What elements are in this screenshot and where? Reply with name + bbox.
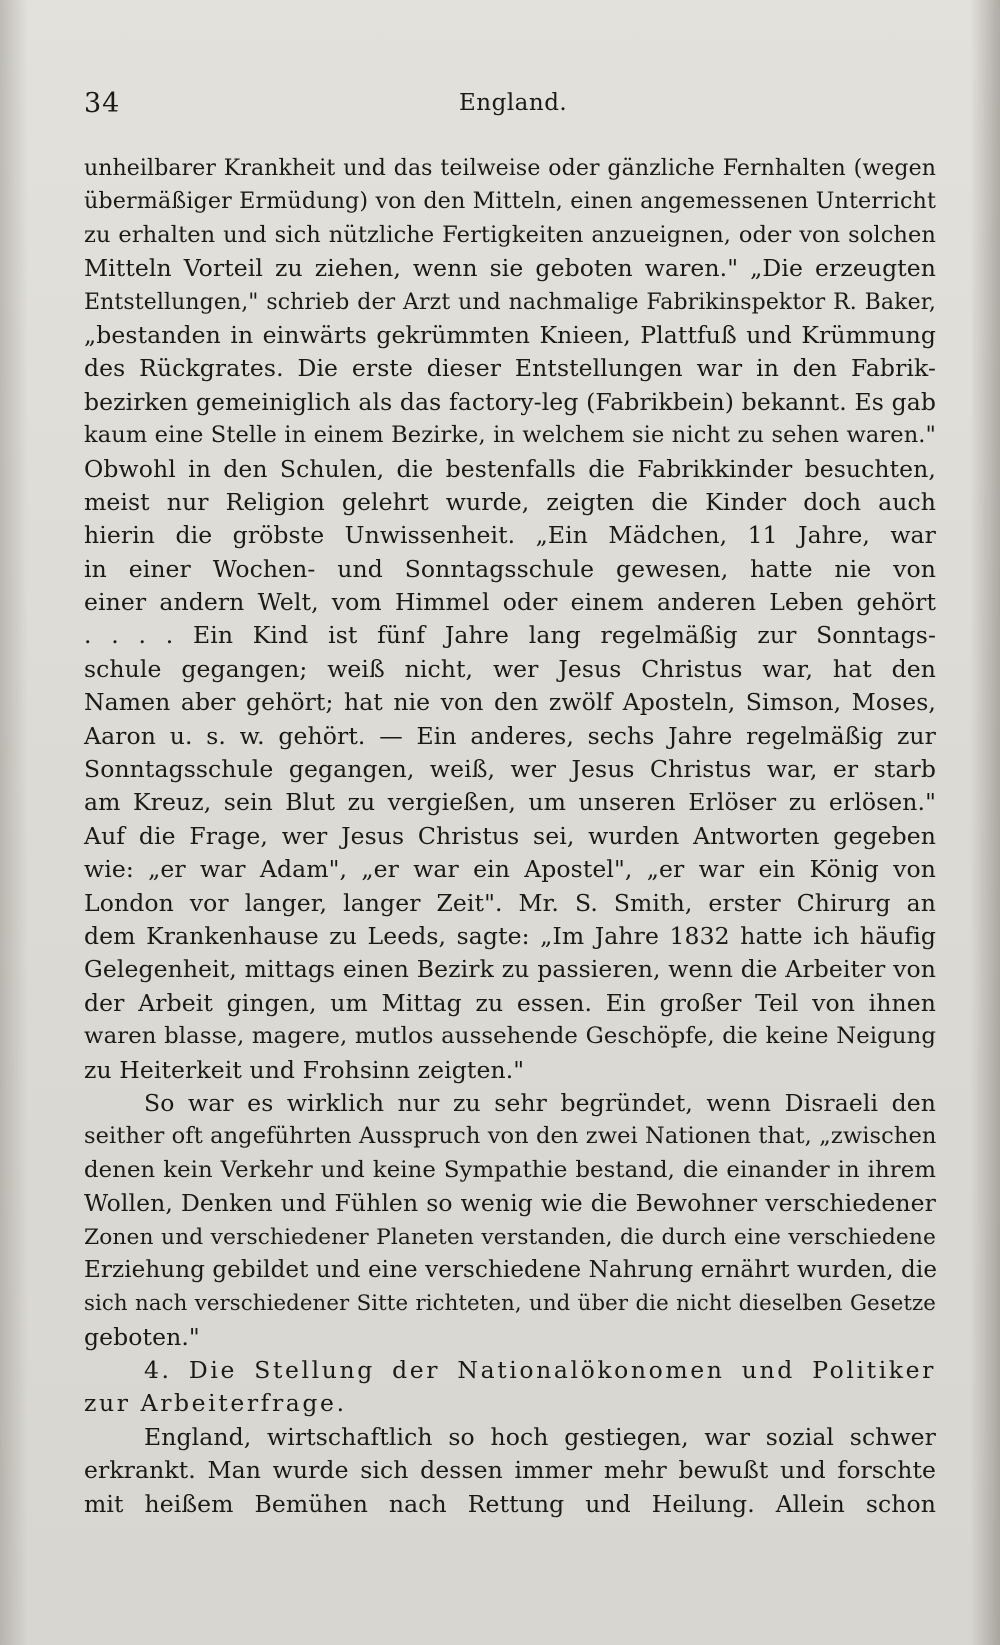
text-line: Namen aber gehört; hat nie von den zwölf Aposteln, Simson, Moses, <box>84 688 936 717</box>
text-line: zu erhalten und sich nützliche Fertigkeiten anzueignen, oder von solchen <box>84 221 936 248</box>
text-line: Auf die Frage, wer Jesus Christus sei, wurden Antworten gegeben <box>84 821 936 850</box>
text-line: dem Krankenhause zu Leeds, sagte: „Im Jahre 1832 hatte ich häufig <box>84 921 936 950</box>
text-line: am Kreuz, sein Blut zu vergießen, um unseren Erlöser zu erlösen." <box>84 788 936 817</box>
text-line: wie: „er war Adam", „er war ein Apostel", „er war ein König von <box>84 855 936 884</box>
text-line: bezirken gemeiniglich als das factory-leg (Fabrikbein) bekannt. Es gab <box>84 387 936 416</box>
page-number: 34 <box>84 88 121 119</box>
text-line: einer andern Welt, vom Himmel oder einem anderen Leben gehört <box>84 588 936 617</box>
text-line: „bestanden in einwärts gekrümmten Knieen, Plattfuß und Krümmung <box>84 320 936 349</box>
text-line: zu Heiterkeit und Frohsinn zeigten." <box>84 1055 525 1084</box>
text-line: Obwohl in den Schulen, die bestenfalls die Fabrikkinder besuchten, <box>84 454 936 483</box>
text-line: mit heißem Bemühen nach Rettung und Heilung. Allein schon <box>84 1489 936 1518</box>
paragraph-first-line: England, wirtschaftlich so hoch gestiegen, war sozial schwer <box>144 1422 936 1451</box>
text-line: London vor langer, langer Zeit". Mr. S. Smith, erster Chirurg an <box>84 888 936 917</box>
text-line: Aaron u. s. w. gehört. — Ein anderes, sechs Jahre regelmäßig zur <box>84 721 936 750</box>
text-line: kaum eine Stelle in einem Bezirke, in welchem sie nicht zu sehen waren." <box>84 422 936 449</box>
running-title: England. <box>459 90 568 116</box>
text-line: der Arbeit gingen, um Mittag zu essen. Ein großer Teil von ihnen <box>84 988 936 1017</box>
body-text <box>84 152 936 1521</box>
page-edge-shadow-left <box>0 0 28 1645</box>
text-line: Sonntagsschule gegangen, weiß, wer Jesus Christus war, er starb <box>84 755 936 784</box>
running-head <box>84 88 934 128</box>
text-line: geboten." <box>84 1322 200 1351</box>
text-line: Mitteln Vorteil zu ziehen, wenn sie geboten waren." „Die erzeugten <box>84 254 936 283</box>
text-line: seither oft angeführten Ausspruch von den zwei Nationen that, „zwischen <box>84 1123 937 1150</box>
text-line: meist nur Religion gelehrt wurde, zeigten die Kinder doch auch <box>84 487 936 516</box>
paragraph-first-line: So war es wirklich nur zu sehr begründet, wenn Disraeli den <box>144 1088 936 1117</box>
section-heading: 4. Die Stellung der Nationalökonomen und Politiker <box>144 1356 936 1385</box>
text-line: waren blasse, magere, mutlos aussehende Geschöpfe, die keine Neigung <box>84 1023 936 1050</box>
text-line: sich nach verschiedener Sitte richteten, und über die nicht dieselben Gesetze <box>84 1291 936 1317</box>
text-line: hierin die gröbste Unwissenheit. „Ein Mädchen, 11 Jahre, war <box>84 521 936 550</box>
section-heading-continuation: zur Arbeiterfrage. <box>84 1389 347 1418</box>
text-line: Gelegenheit, mittags einen Bezirk zu passieren, wenn die Arbeiter von <box>84 955 936 984</box>
text-line: Erziehung gebildet und eine verschiedene Nahrung ernährt wurden, die <box>84 1256 938 1283</box>
text-line: übermäßiger Ermüdung) von den Mitteln, einen angemessenen Unterricht <box>84 188 936 215</box>
text-line: erkrankt. Man wurde sich dessen immer mehr bewußt und forschte <box>84 1456 936 1485</box>
text-line: Entstellungen," schrieb der Arzt und nachmalige Fabrikinspektor R. Baker, <box>84 289 936 315</box>
text-line: Wollen, Denken und Fühlen so wenig wie die Bewohner verschiedener <box>84 1189 936 1218</box>
text-line: des Rückgrates. Die erste dieser Entstellungen war in den Fabrik- <box>84 354 936 383</box>
text-line: in einer Wochen- und Sonntagsschule gewesen, hatte nie von <box>84 554 936 583</box>
text-line: Zonen und verschiedener Planeten verstanden, die durch eine verschiedene <box>84 1224 936 1250</box>
text-line: . . . . Ein Kind ist fünf Jahre lang regelmäßig zur Sonntags- <box>84 621 936 650</box>
text-line: schule gegangen; weiß nicht, wer Jesus Christus war, hat den <box>84 654 936 683</box>
text-line: unheilbarer Krankheit und das teilweise oder gänzliche Fernhalten (wegen <box>84 156 936 181</box>
text-line: denen kein Verkehr und keine Sympathie bestand, die einander in ihrem <box>84 1156 936 1183</box>
page-edge-shadow-right <box>970 0 1000 1645</box>
